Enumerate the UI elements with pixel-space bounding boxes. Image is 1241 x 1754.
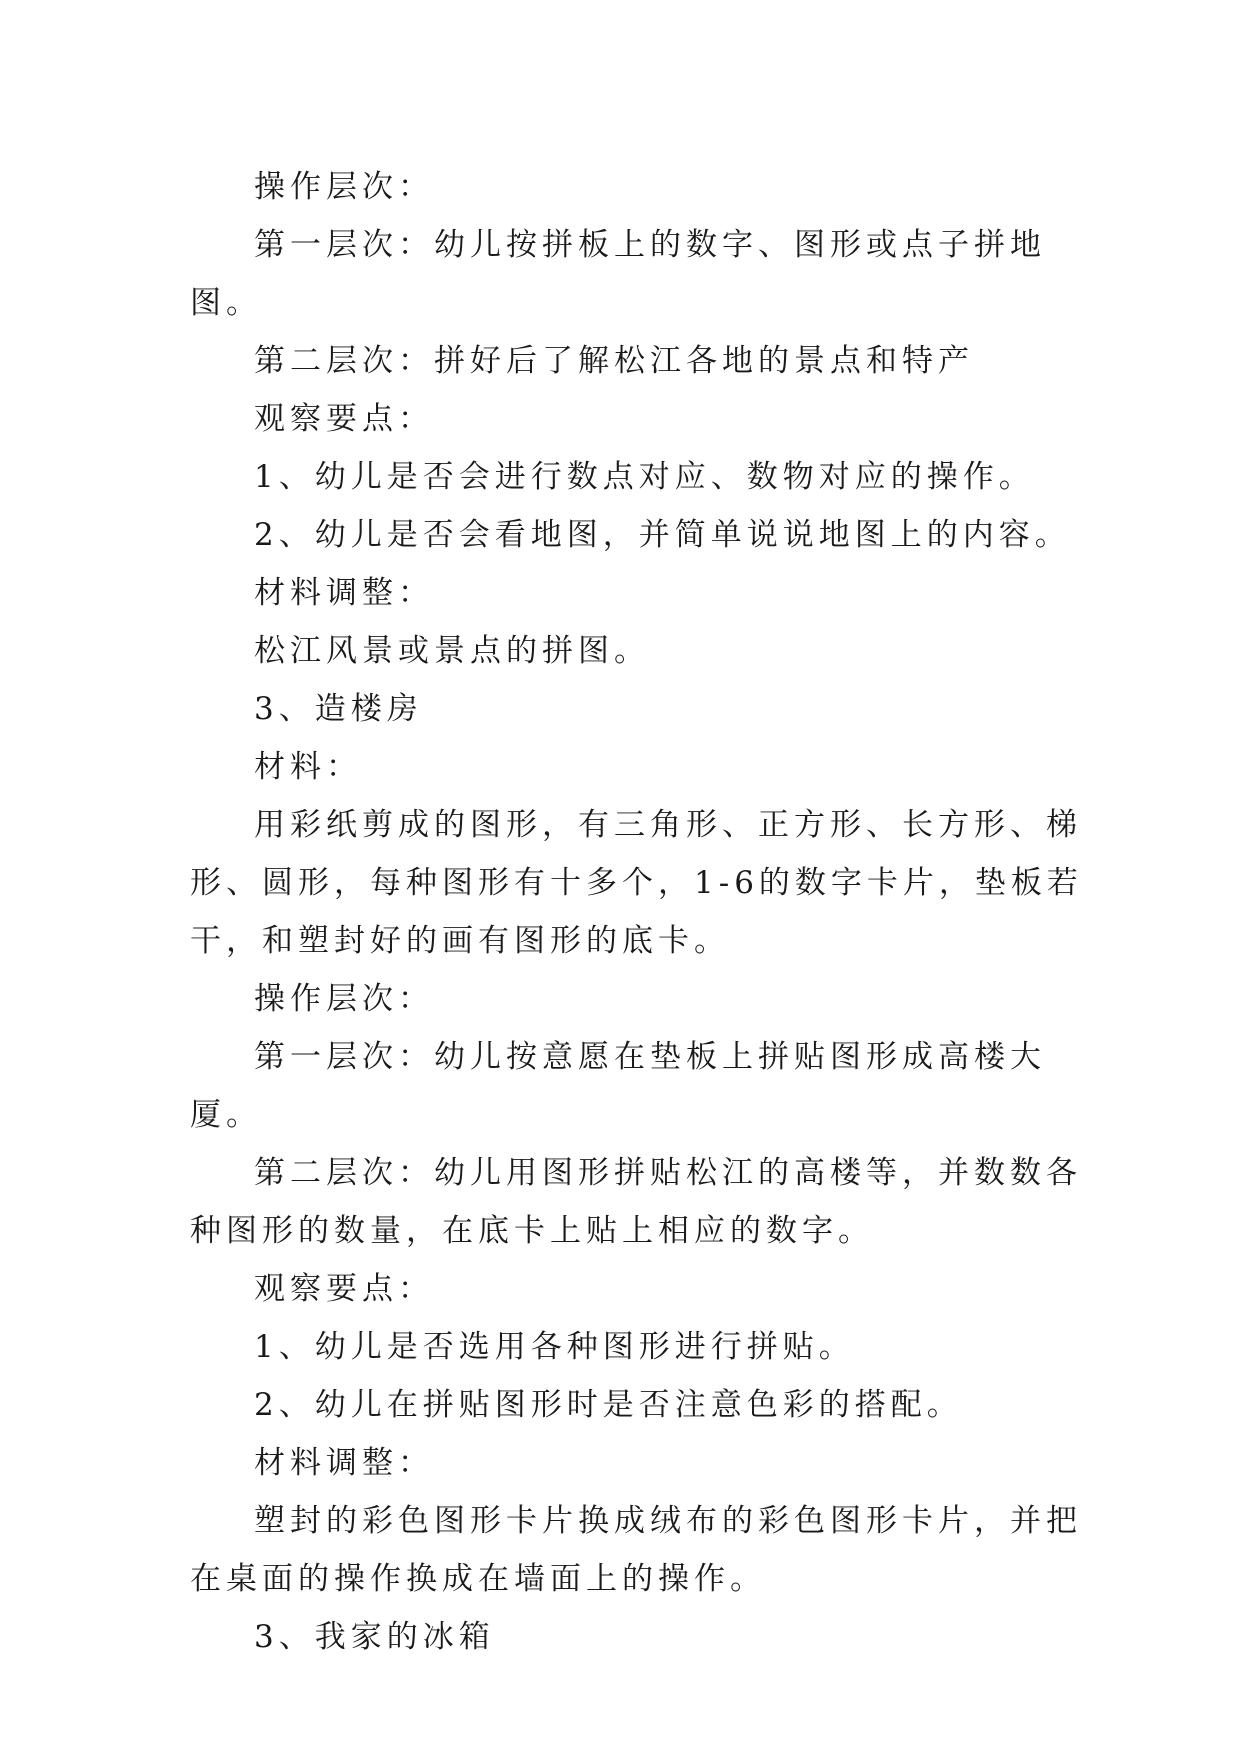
paragraph-level-one-2: 第一层次：幼儿按意愿在垫板上拼贴图形成高楼大厦。 bbox=[190, 1039, 1046, 1133]
section-title-fridge: 3、我家的冰箱 bbox=[254, 1619, 495, 1655]
paragraph-level-one: 第一层次：幼儿按拼板上的数字、图形或点子拼地图。 bbox=[190, 227, 1046, 321]
paragraph-level-two: 第二层次：拼好后了解松江各地的景点和特产 bbox=[254, 343, 974, 379]
paragraph-observation-2: 2、幼儿是否会看地图，并简单说说地图上的内容。 bbox=[254, 517, 1071, 553]
paragraph-observation-1-2: 1、幼儿是否选用各种图形进行拼贴。 bbox=[254, 1329, 855, 1365]
heading-materials: 材料： bbox=[254, 749, 362, 785]
heading-material-adjustment: 材料调整： bbox=[254, 575, 434, 611]
heading-operation-levels-2: 操作层次： bbox=[254, 981, 434, 1017]
paragraph-materials: 用彩纸剪成的图形，有三角形、正方形、长方形、梯形、圆形，每种图形有十多个，1-6的数字卡片，垫板若干，和塑封好的画有图形的底卡。 bbox=[190, 807, 1083, 959]
paragraph-observation-2-2: 2、幼儿在拼贴图形时是否注意色彩的搭配。 bbox=[254, 1387, 963, 1423]
heading-material-adjustment-2: 材料调整： bbox=[254, 1445, 434, 1481]
paragraph-material-adjustment-2: 塑封的彩色图形卡片换成绒布的彩色图形卡片，并把在桌面的操作换成在墙面上的操作。 bbox=[190, 1503, 1082, 1597]
paragraph-level-two-2: 第二层次：幼儿用图形拼贴松江的高楼等，并数数各种图形的数量，在底卡上贴上相应的数字。 bbox=[190, 1155, 1082, 1249]
heading-operation-levels: 操作层次： bbox=[254, 169, 434, 205]
section-title-building: 3、造楼房 bbox=[254, 691, 423, 727]
paragraph-material-adjustment: 松江风景或景点的拼图。 bbox=[254, 633, 650, 669]
heading-observation-points: 观察要点： bbox=[254, 401, 434, 437]
heading-observation-points-2: 观察要点： bbox=[254, 1271, 434, 1307]
document-body bbox=[190, 158, 1090, 1666]
paragraph-observation-1: 1、幼儿是否会进行数点对应、数物对应的操作。 bbox=[254, 459, 1035, 495]
